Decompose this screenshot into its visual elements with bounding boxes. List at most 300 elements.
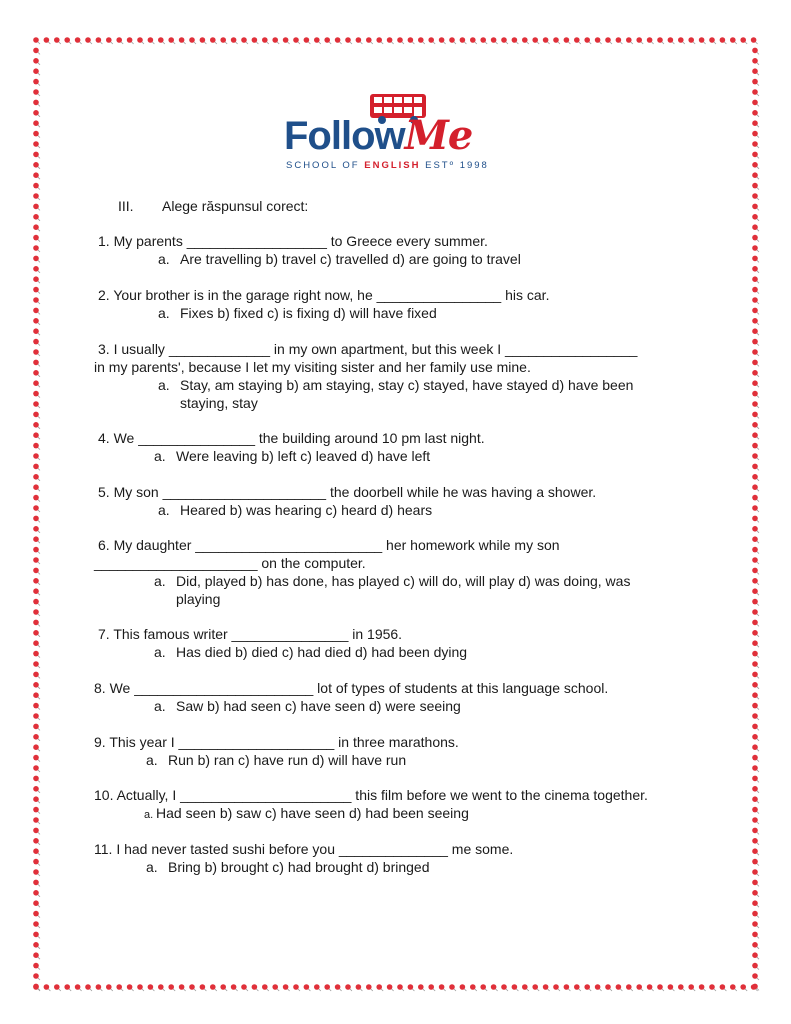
- border-dot: [752, 952, 759, 959]
- border-dot: [33, 630, 40, 637]
- border-dot: [241, 37, 248, 44]
- border-dot: [752, 900, 759, 907]
- border-dot: [605, 984, 612, 991]
- border-dot: [439, 37, 446, 44]
- border-dot: [512, 37, 519, 44]
- border-dot: [33, 453, 40, 460]
- option-label: a.: [158, 502, 170, 518]
- option-label: a.: [146, 859, 158, 875]
- border-dot: [752, 432, 759, 439]
- question-6: 6. My daughter ________________________ her homework while my son: [98, 537, 560, 553]
- border-dot: [449, 37, 456, 44]
- border-dot: [33, 484, 40, 491]
- border-dot: [752, 692, 759, 699]
- border-dot: [752, 516, 759, 523]
- border-dot: [752, 370, 759, 377]
- border-dot: [33, 817, 40, 824]
- border-dot: [33, 755, 40, 762]
- border-dot: [33, 48, 40, 55]
- border-dot: [564, 984, 571, 991]
- option-label: a.: [158, 251, 170, 267]
- border-dot: [752, 141, 759, 148]
- border-dot: [752, 110, 759, 117]
- border-dot: [33, 682, 40, 689]
- option-text: Did, played b) has done, has played c) will do, will play d) was doing, was: [176, 573, 631, 589]
- border-dot: [636, 984, 643, 991]
- border-dot: [501, 984, 508, 991]
- border-dot: [752, 859, 759, 866]
- border-dot: [33, 547, 40, 554]
- border-dot: [752, 911, 759, 918]
- border-dot: [304, 984, 311, 991]
- question-2: 2. Your brother is in the garage right now, he ________________ his car.: [98, 287, 550, 303]
- border-dot: [752, 256, 759, 263]
- border-dot: [752, 287, 759, 294]
- border-dot: [740, 984, 747, 991]
- border-dot: [54, 37, 61, 44]
- border-dot: [408, 37, 415, 44]
- border-dot: [636, 37, 643, 44]
- border-dot: [33, 339, 40, 346]
- border-dot: [356, 37, 363, 44]
- question-1-options: [158, 250, 521, 268]
- border-dot: [387, 984, 394, 991]
- border-dot: [33, 214, 40, 221]
- border-dot: [189, 984, 196, 991]
- border-dot: [491, 984, 498, 991]
- question-8: 8. We _______________________ lot of types of students at this language school.: [94, 680, 609, 696]
- border-dot: [688, 984, 695, 991]
- border-dot: [657, 984, 664, 991]
- option-text: Were leaving b) left c) leaved d) have left: [176, 448, 431, 464]
- option-text: Fixes b) fixed c) is fixing d) will have fixed: [180, 305, 437, 321]
- question-4-options: [154, 447, 430, 465]
- border-dot: [532, 984, 539, 991]
- border-dot: [752, 973, 759, 980]
- border-dot: [33, 838, 40, 845]
- question-11: 11. I had never tasted sushi before you ______________ me some.: [94, 841, 514, 857]
- border-dot: [470, 37, 477, 44]
- border-dot: [730, 984, 737, 991]
- border-dot: [752, 349, 759, 356]
- border-dot: [179, 984, 186, 991]
- border-dot: [33, 921, 40, 928]
- border-dot: [200, 37, 207, 44]
- border-dot: [752, 557, 759, 564]
- question-5-options: [158, 501, 432, 519]
- option-text: Saw b) had seen c) have seen d) were seeing: [176, 698, 461, 714]
- border-dot: [752, 172, 759, 179]
- section-number: III.: [118, 198, 134, 214]
- border-dot: [33, 807, 40, 814]
- logo-tagline-english: ENGLISH: [364, 160, 421, 171]
- border-dot: [752, 807, 759, 814]
- border-dot: [595, 37, 602, 44]
- border-dot: [33, 89, 40, 96]
- border-dot: [158, 37, 165, 44]
- border-dot: [33, 474, 40, 481]
- option-text: Heared b) was hearing c) heard d) hears: [180, 502, 433, 518]
- option-label: a.: [154, 698, 166, 714]
- border-dot: [33, 599, 40, 606]
- border-dot: [752, 266, 759, 273]
- border-dot: [449, 984, 456, 991]
- border-dot: [397, 984, 404, 991]
- border-dot: [33, 401, 40, 408]
- border-dot: [752, 640, 759, 647]
- border-dot: [512, 984, 519, 991]
- border-dot: [752, 724, 759, 731]
- border-dot: [179, 37, 186, 44]
- border-dot: [33, 859, 40, 866]
- question-6-line-2: _____________________ on the computer.: [94, 555, 366, 571]
- border-dot: [44, 37, 51, 44]
- border-dot: [33, 110, 40, 117]
- border-dot: [752, 921, 759, 928]
- border-dot: [33, 37, 40, 44]
- border-dot: [752, 682, 759, 689]
- border-dot: [33, 349, 40, 356]
- border-dot: [752, 880, 759, 887]
- border-dot: [439, 984, 446, 991]
- border-dot: [752, 235, 759, 242]
- border-dot: [293, 984, 300, 991]
- border-dot: [553, 984, 560, 991]
- border-dot: [33, 620, 40, 627]
- question-10: 10. Actually, I ______________________ this film before we went to the cinema together.: [94, 787, 648, 803]
- border-dot: [752, 672, 759, 679]
- border-dot: [752, 68, 759, 75]
- border-dot: [480, 984, 487, 991]
- border-dot: [262, 37, 269, 44]
- border-dot: [480, 37, 487, 44]
- border-dot: [752, 453, 759, 460]
- border-dot: [752, 79, 759, 86]
- border-dot: [33, 651, 40, 658]
- border-dot: [752, 214, 759, 221]
- question-1: 1. My parents __________________ to Greece every summer.: [98, 233, 488, 249]
- border-dot: [752, 630, 759, 637]
- followme-logo: [284, 92, 504, 176]
- border-dot: [262, 984, 269, 991]
- option-label: a.: [146, 752, 158, 768]
- section-instruction: Alege răspunsul corect:: [162, 198, 309, 214]
- border-dot: [491, 37, 498, 44]
- border-dot: [752, 484, 759, 491]
- border-dot: [33, 536, 40, 543]
- border-dot: [33, 505, 40, 512]
- logo-tagline: [286, 160, 489, 171]
- border-dot: [33, 297, 40, 304]
- border-dot: [324, 984, 331, 991]
- border-dot: [752, 100, 759, 107]
- border-dot: [752, 547, 759, 554]
- border-dot: [752, 339, 759, 346]
- border-dot: [752, 474, 759, 481]
- border-dot: [33, 443, 40, 450]
- border-dot: [752, 713, 759, 720]
- border-dot: [605, 37, 612, 44]
- border-dot: [752, 890, 759, 897]
- border-dot: [33, 942, 40, 949]
- border-dot: [668, 984, 675, 991]
- border-dot: [33, 703, 40, 710]
- border-dot: [314, 37, 321, 44]
- border-dot: [33, 412, 40, 419]
- logo-tagline-prefix: SCHOOL OF: [286, 160, 365, 171]
- border-dot: [33, 952, 40, 959]
- border-dot: [220, 984, 227, 991]
- border-dot: [33, 58, 40, 65]
- option-label: a.: [158, 377, 170, 393]
- border-dot: [33, 588, 40, 595]
- logo-follow-text: Follow: [284, 114, 405, 158]
- border-dot: [127, 37, 134, 44]
- border-dot: [699, 984, 706, 991]
- logo-me-text: Me: [404, 112, 473, 159]
- border-dot: [33, 526, 40, 533]
- option-text: Bring b) brought c) had brought d) bringed: [168, 859, 430, 875]
- border-dot: [210, 37, 217, 44]
- border-dot: [137, 984, 144, 991]
- border-dot: [752, 360, 759, 367]
- border-dot: [397, 37, 404, 44]
- question-7-options: [154, 643, 467, 661]
- border-dot: [137, 37, 144, 44]
- border-dot: [33, 328, 40, 335]
- border-dot: [33, 370, 40, 377]
- border-dot: [75, 37, 82, 44]
- border-dot: [64, 984, 71, 991]
- border-dot: [752, 443, 759, 450]
- border-dot: [75, 984, 82, 991]
- border-dot: [543, 984, 550, 991]
- border-dot: [709, 984, 716, 991]
- border-dot: [387, 37, 394, 44]
- border-dot: [626, 984, 633, 991]
- border-dot: [752, 412, 759, 419]
- question-2-options: [158, 304, 437, 322]
- border-dot: [657, 37, 664, 44]
- border-dot: [54, 984, 61, 991]
- border-dot: [678, 984, 685, 991]
- border-dot: [33, 900, 40, 907]
- border-dot: [33, 568, 40, 575]
- border-dot: [272, 37, 279, 44]
- border-dot: [220, 37, 227, 44]
- border-dot: [752, 380, 759, 387]
- border-dot: [158, 984, 165, 991]
- border-dot: [33, 266, 40, 273]
- border-dot: [33, 848, 40, 855]
- border-dot: [33, 162, 40, 169]
- border-dot: [752, 869, 759, 876]
- border-dot: [626, 37, 633, 44]
- section-heading: [118, 198, 308, 214]
- border-dot: [33, 828, 40, 835]
- border-dot: [647, 37, 654, 44]
- border-dot: [33, 204, 40, 211]
- border-dot: [33, 120, 40, 127]
- border-dot: [33, 734, 40, 741]
- border-dot: [33, 786, 40, 793]
- border-dot: [752, 308, 759, 315]
- border-dot: [324, 37, 331, 44]
- border-dot: [752, 848, 759, 855]
- border-dot: [252, 984, 259, 991]
- border-dot: [335, 37, 342, 44]
- border-dot: [33, 495, 40, 502]
- border-dot: [85, 37, 92, 44]
- border-dot: [33, 256, 40, 263]
- question-6-options: [154, 572, 630, 590]
- border-dot: [64, 37, 71, 44]
- border-dot: [33, 183, 40, 190]
- option-label: a.: [154, 573, 166, 589]
- border-dot: [460, 984, 467, 991]
- question-7: 7. This famous writer _______________ in 1956.: [98, 626, 403, 642]
- border-dot: [33, 432, 40, 439]
- border-dot: [231, 984, 238, 991]
- border-dot: [752, 505, 759, 512]
- border-dot: [33, 422, 40, 429]
- question-9-options: [146, 751, 406, 769]
- border-dot: [116, 37, 123, 44]
- option-label: a.: [144, 809, 154, 821]
- border-dot: [752, 328, 759, 335]
- question-3-options-line-2: staying, stay: [180, 395, 258, 411]
- border-dot: [752, 661, 759, 668]
- border-dot: [283, 984, 290, 991]
- border-dot: [33, 724, 40, 731]
- border-dot: [720, 37, 727, 44]
- border-dot: [574, 984, 581, 991]
- border-dot: [33, 640, 40, 647]
- border-dot: [408, 984, 415, 991]
- border-dot: [418, 37, 425, 44]
- option-label: a.: [154, 448, 166, 464]
- border-dot: [148, 37, 155, 44]
- border-dot: [200, 984, 207, 991]
- question-3: 3. I usually _____________ in my own apartment, but this week I _________________: [98, 341, 638, 357]
- border-dot: [33, 276, 40, 283]
- border-dot: [33, 68, 40, 75]
- border-dot: [33, 890, 40, 897]
- border-dot: [33, 973, 40, 980]
- border-dot: [752, 734, 759, 741]
- border-dot: [148, 984, 155, 991]
- border-dot: [33, 963, 40, 970]
- question-11-options: [146, 858, 430, 876]
- border-dot: [740, 37, 747, 44]
- border-dot: [752, 224, 759, 231]
- border-dot: [33, 287, 40, 294]
- border-dot: [752, 838, 759, 845]
- border-dot: [33, 765, 40, 772]
- border-dot: [356, 984, 363, 991]
- border-dot: [574, 37, 581, 44]
- option-text: Had seen b) saw c) have seen d) had been seeing: [156, 805, 469, 821]
- option-text: Stay, am staying b) am staying, stay c) stayed, have stayed d) have been: [180, 377, 634, 393]
- border-dot: [33, 744, 40, 751]
- border-dot: [470, 984, 477, 991]
- border-dot: [752, 276, 759, 283]
- border-dot: [127, 984, 134, 991]
- border-dot: [33, 245, 40, 252]
- border-dot: [428, 37, 435, 44]
- logo-tagline-suffix: ESTº 1998: [420, 160, 489, 171]
- border-dot: [752, 828, 759, 835]
- border-dot: [752, 568, 759, 575]
- border-dot: [33, 880, 40, 887]
- border-dot: [752, 817, 759, 824]
- border-dot: [33, 308, 40, 315]
- border-dot: [33, 796, 40, 803]
- border-dot: [752, 578, 759, 585]
- border-dot: [752, 963, 759, 970]
- border-dot: [345, 984, 352, 991]
- border-dot: [304, 37, 311, 44]
- border-dot: [752, 464, 759, 471]
- border-dot: [752, 318, 759, 325]
- border-dot: [752, 245, 759, 252]
- border-dot: [241, 984, 248, 991]
- border-dot: [752, 609, 759, 616]
- border-dot: [428, 984, 435, 991]
- border-dot: [96, 984, 103, 991]
- border-dot: [752, 744, 759, 751]
- border-dot: [33, 391, 40, 398]
- border-dot: [501, 37, 508, 44]
- border-dot: [33, 692, 40, 699]
- border-dot: [752, 48, 759, 55]
- border-dot: [314, 984, 321, 991]
- border-dot: [752, 776, 759, 783]
- question-4: 4. We _______________ the building around 10 pm last night.: [98, 430, 485, 446]
- border-dot: [752, 703, 759, 710]
- border-dot: [231, 37, 238, 44]
- question-3-options: [158, 376, 633, 394]
- border-dot: [752, 391, 759, 398]
- border-dot: [33, 516, 40, 523]
- border-dot: [595, 984, 602, 991]
- border-dot: [33, 464, 40, 471]
- border-dot: [752, 942, 759, 949]
- border-dot: [752, 183, 759, 190]
- border-dot: [752, 58, 759, 65]
- logo-wordmark: [284, 112, 472, 160]
- border-dot: [752, 422, 759, 429]
- border-dot: [752, 401, 759, 408]
- border-dot: [730, 37, 737, 44]
- border-dot: [33, 911, 40, 918]
- border-dot: [752, 204, 759, 211]
- border-dot: [752, 588, 759, 595]
- border-dot: [460, 37, 467, 44]
- border-dot: [522, 37, 529, 44]
- border-dot: [752, 755, 759, 762]
- border-dot: [616, 37, 623, 44]
- border-dot: [96, 37, 103, 44]
- border-dot: [720, 984, 727, 991]
- border-dot: [532, 37, 539, 44]
- border-dot: [33, 152, 40, 159]
- border-dot: [168, 984, 175, 991]
- border-dot: [33, 360, 40, 367]
- border-dot: [752, 796, 759, 803]
- border-dot: [678, 37, 685, 44]
- border-dot: [33, 578, 40, 585]
